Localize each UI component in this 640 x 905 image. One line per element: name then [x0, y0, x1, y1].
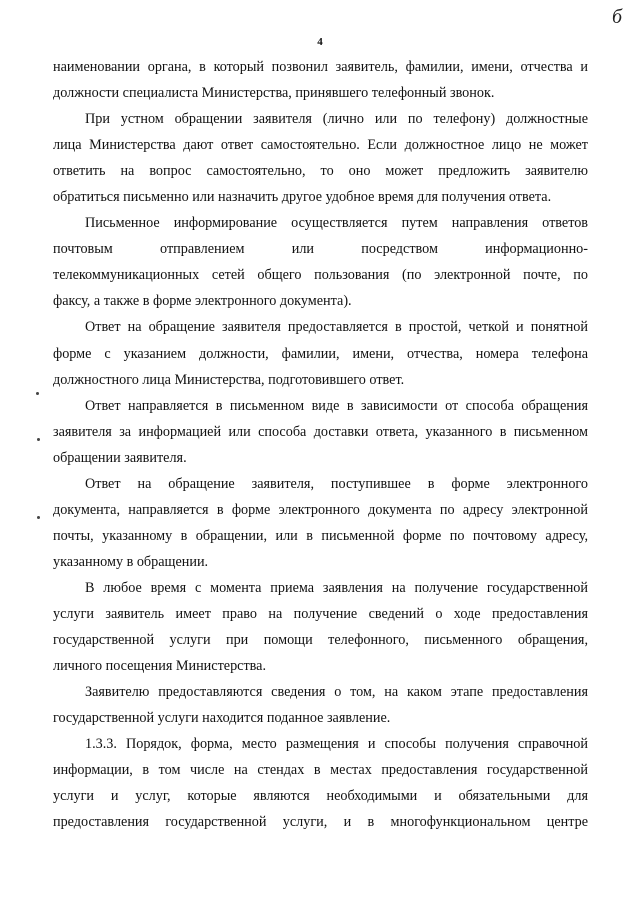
text-line: Ответ на обращение заявителя, поступившее в форме электронного — [85, 475, 588, 492]
text-line: услуги заявитель имеет право на получение сведений о ходе предоставления — [53, 605, 588, 622]
text-line: наименовании органа, в который позвонил заявитель, фамилии, имени, отчества и — [53, 59, 588, 75]
paragraph — [53, 106, 588, 210]
handwritten-page-mark: б — [611, 6, 622, 28]
text-line: предоставления государственной услуги, и в многофункциональном центре — [53, 814, 588, 831]
text-line: Ответ на обращение заявителя предоставляется в простой, четкой и понятной — [85, 319, 588, 336]
text-line: телекоммуникационных сетей общего пользования (по электронной почте, по — [53, 267, 588, 284]
text-line: должностного лица Министерства, подготовившего ответ. — [53, 371, 405, 388]
text-line: ответить на вопрос самостоятельно, то оно может предложить заявителю — [53, 163, 588, 180]
text-line: услуги и услуг, которые являются необходимыми и обязательными для — [53, 788, 588, 805]
paragraph — [53, 679, 588, 731]
text-line: 1.3.3. Порядок, форма, место размещения и способы получения справочной — [85, 736, 588, 753]
text-line: обращении заявителя. — [53, 449, 187, 466]
text-line: При устном обращении заявителя (лично или по телефону) должностные — [85, 111, 588, 128]
paragraph — [53, 210, 588, 314]
paragraph — [53, 393, 588, 471]
text-line: обратиться письменно или назначить другое удобное время для получения ответа. — [53, 189, 552, 206]
paragraph — [53, 575, 588, 679]
text-line: лица Министерства дают ответ самостоятельно. Если должностное лицо не может — [53, 137, 588, 154]
paragraph — [53, 314, 588, 392]
text-line: информации, в том числе на стендах в местах предоставления государственной — [53, 762, 588, 779]
paragraph — [53, 471, 588, 575]
scan-speck — [37, 516, 40, 519]
text-line: государственной услуги находится поданное заявление. — [53, 710, 391, 727]
document-body — [53, 54, 588, 835]
text-line: государственной услуги при помощи телефонного, письменного обращения, — [53, 632, 588, 649]
text-line: почты, указанному в обращении, или в письменной форме по почтовому адресу, — [53, 527, 588, 544]
scan-speck — [36, 392, 39, 395]
text-line: личного посещения Министерства. — [53, 658, 267, 675]
text-line: указанному в обращении. — [53, 553, 209, 570]
paragraph — [53, 731, 588, 835]
text-line: Письменное информирование осуществляется путем направления ответов — [85, 215, 588, 232]
text-line: Заявителю предоставляются сведения о том, на каком этапе предоставления — [85, 684, 588, 701]
paragraph — [53, 54, 588, 106]
text-line: почтовым отправлением или посредством информационно- — [53, 241, 588, 258]
text-line: форме с указанием должности, фамилии, имени, отчества, номера телефона — [53, 345, 588, 362]
text-line: документа, направляется в форме электронного документа по адресу электронной — [53, 501, 588, 518]
text-line: В любое время с момента приема заявления на получение государственной — [85, 579, 588, 596]
text-line: Ответ направляется в письменном виде в зависимости от способа обращения — [85, 397, 588, 414]
text-line: факсу, а также в форме электронного документа). — [53, 293, 352, 310]
scan-speck — [37, 438, 40, 441]
text-line: заявителя за информацией или способа доставки ответа, указанного в письменном — [53, 423, 588, 440]
page-number: 4 — [317, 36, 323, 48]
text-line: должности специалиста Министерства, принявшего телефонный звонок. — [53, 85, 495, 102]
